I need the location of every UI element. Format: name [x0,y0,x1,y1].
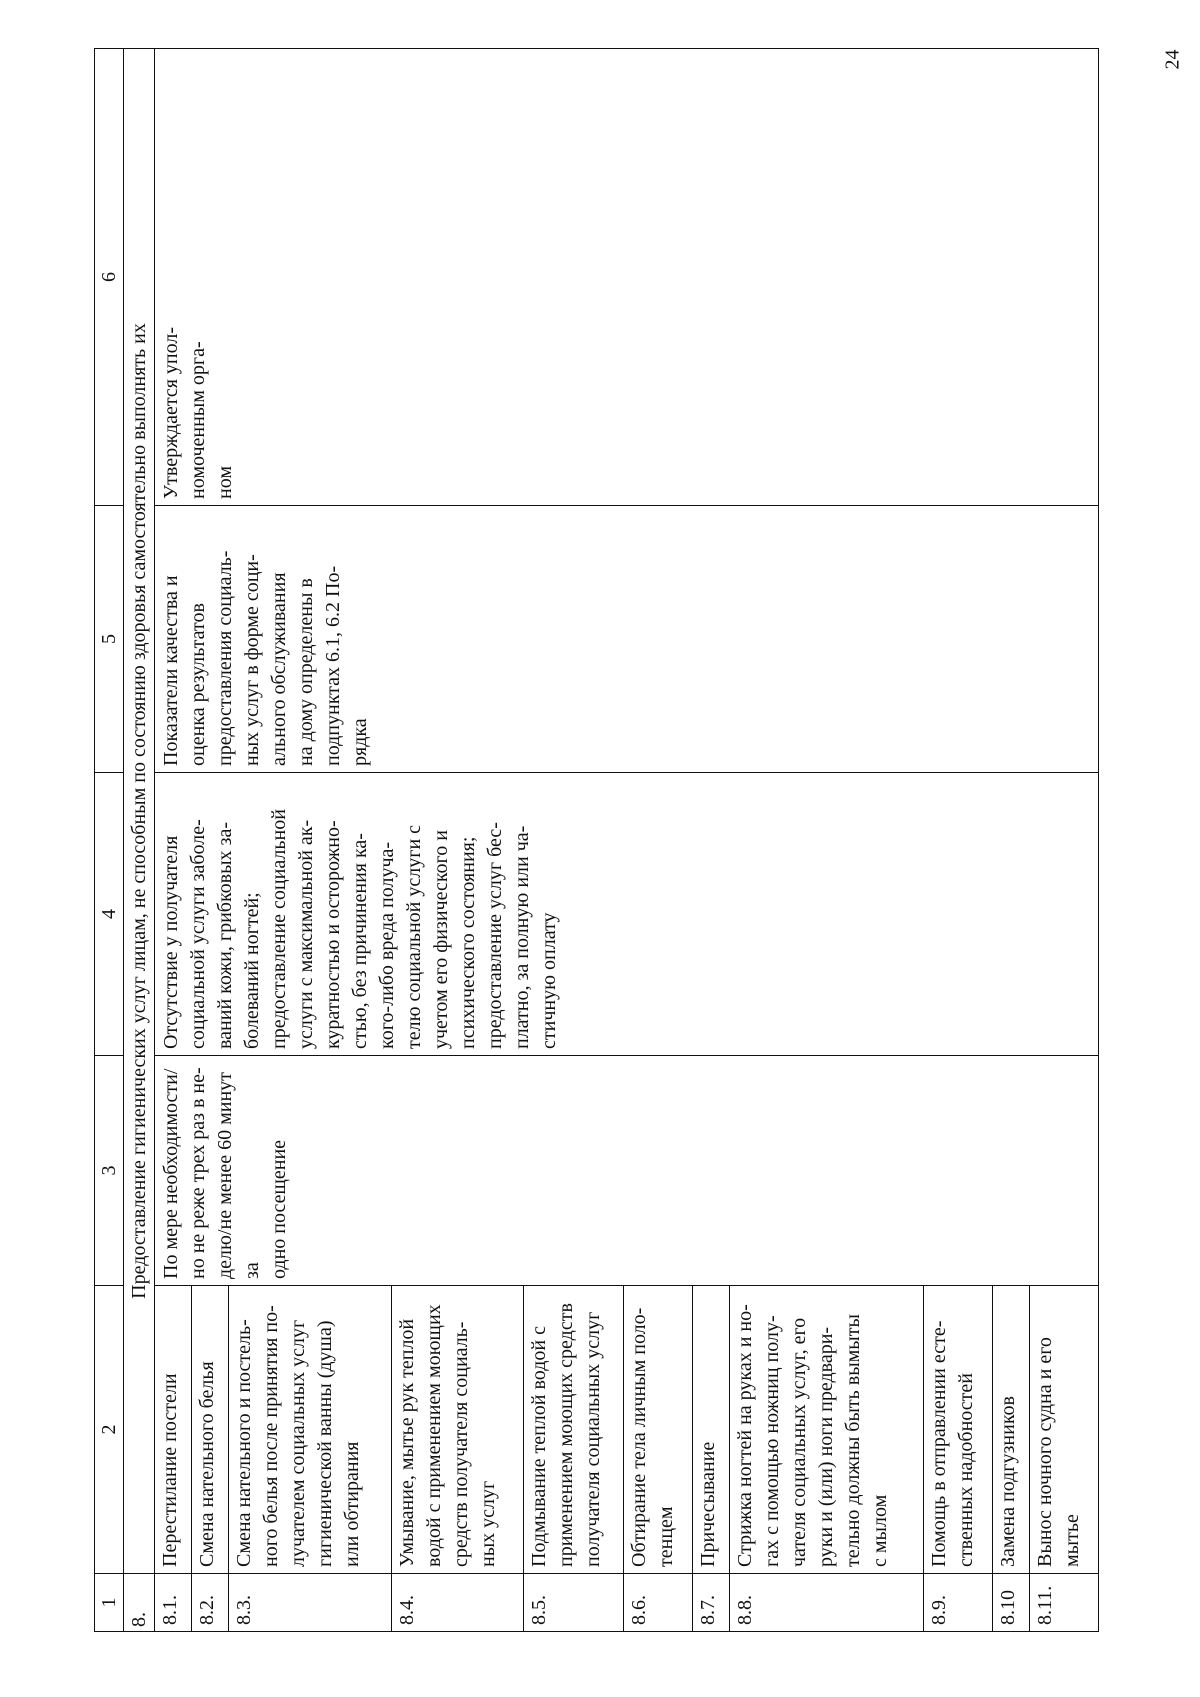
column-number: 2 [95,1286,124,1574]
section-title: Предоставление гигиенических услуг лицам, не способным по состоянию здоровья самостоятельно выполнять их [124,49,155,1574]
column-number: 6 [95,49,124,506]
row-number: 8.4. [392,1574,524,1632]
service-name: Стрижка ногтей на руках и но- гах с помощью ножниц полу- чателя социальных услуг, его руки и (или) ноги предвари- тельно должны быть вымыты с мылом [729,1286,923,1574]
service-name: Умывание, мытье рук теплой водой с применением моющих средств получателя социаль- ных услуг [392,1286,524,1574]
quality-indicators-cell [155,506,1099,773]
page-number: 24 [1161,49,1184,70]
service-name: Смена нательного и постель- ного белья после принятия по- лучателем социальных услуг гигиенической ванны (душа) или обтирания [229,1286,392,1574]
column-number: 5 [95,506,124,773]
service-name: Смена нательного белья [192,1286,229,1574]
section-header-row [124,49,155,1632]
service-name: Вынос ночного судна и его мытье [1030,1286,1099,1574]
row-number: 8.3. [229,1574,392,1632]
service-name: Подмывание теплой водой с применением моющих средств получателя социальных услуг [523,1286,623,1574]
service-name: Помощь в отправлении есте- ственных надобностей [924,1286,993,1574]
quality-indicators-text: Показатели качества и оценка результатов предоставления социаль- ных услуг в форме соци- ального обслуживания на дому определены в подпунктах 6.1, 6.2 По- рядка [160,550,371,766]
section-number: 8. [124,1574,155,1632]
service-name: Обтирание тела личным поло- тенцем [624,1286,693,1574]
column-number: 3 [95,1056,124,1286]
row-number: 8.8. [729,1574,923,1632]
row-number: 8.6. [624,1574,693,1632]
approval-text: Утверждается упол- номоченным орга- ном [160,327,236,499]
approval-cell [155,49,1099,506]
row-number: 8.5. [523,1574,623,1632]
row-number: 8.9. [924,1574,993,1632]
frequency-cell [155,1056,1099,1286]
column-number-row [95,49,124,1632]
frequency-text: По мере необходимости/ но не реже трех раз в не- делю/не менее 60 минут за одно посещение [160,1067,290,1279]
row-number: 8.1. [155,1574,192,1632]
conditions-cell [155,773,1099,1056]
table-row [155,49,192,1632]
conditions-text: Отсутствие у получателя социальной услуги заболе- ваний кожи, грибковых за- болеваний ногтей; предоставление социальной услуги с максимальной ак- куратностью и осторожно- стью, без причинения ка- кого-либо вреда получа- телю социальной услуги с учетом его физического и психического состояния; предоставление услуг бес- платно, за полную или ча- стичную оплату [160,809,560,1049]
row-number: 8.11. [1030,1574,1099,1632]
rotated-table-container [94,49,1099,1632]
column-number: 4 [95,773,124,1056]
service-name: Причесывание [692,1286,729,1574]
row-number: 8.7. [692,1574,729,1632]
service-name: Замена подгузников [993,1286,1030,1574]
column-number: 1 [95,1574,124,1632]
service-name: Перестилание постели [155,1286,192,1574]
row-number: 8.10 [993,1574,1030,1632]
services-table [94,48,1099,1632]
row-number: 8.2. [192,1574,229,1632]
